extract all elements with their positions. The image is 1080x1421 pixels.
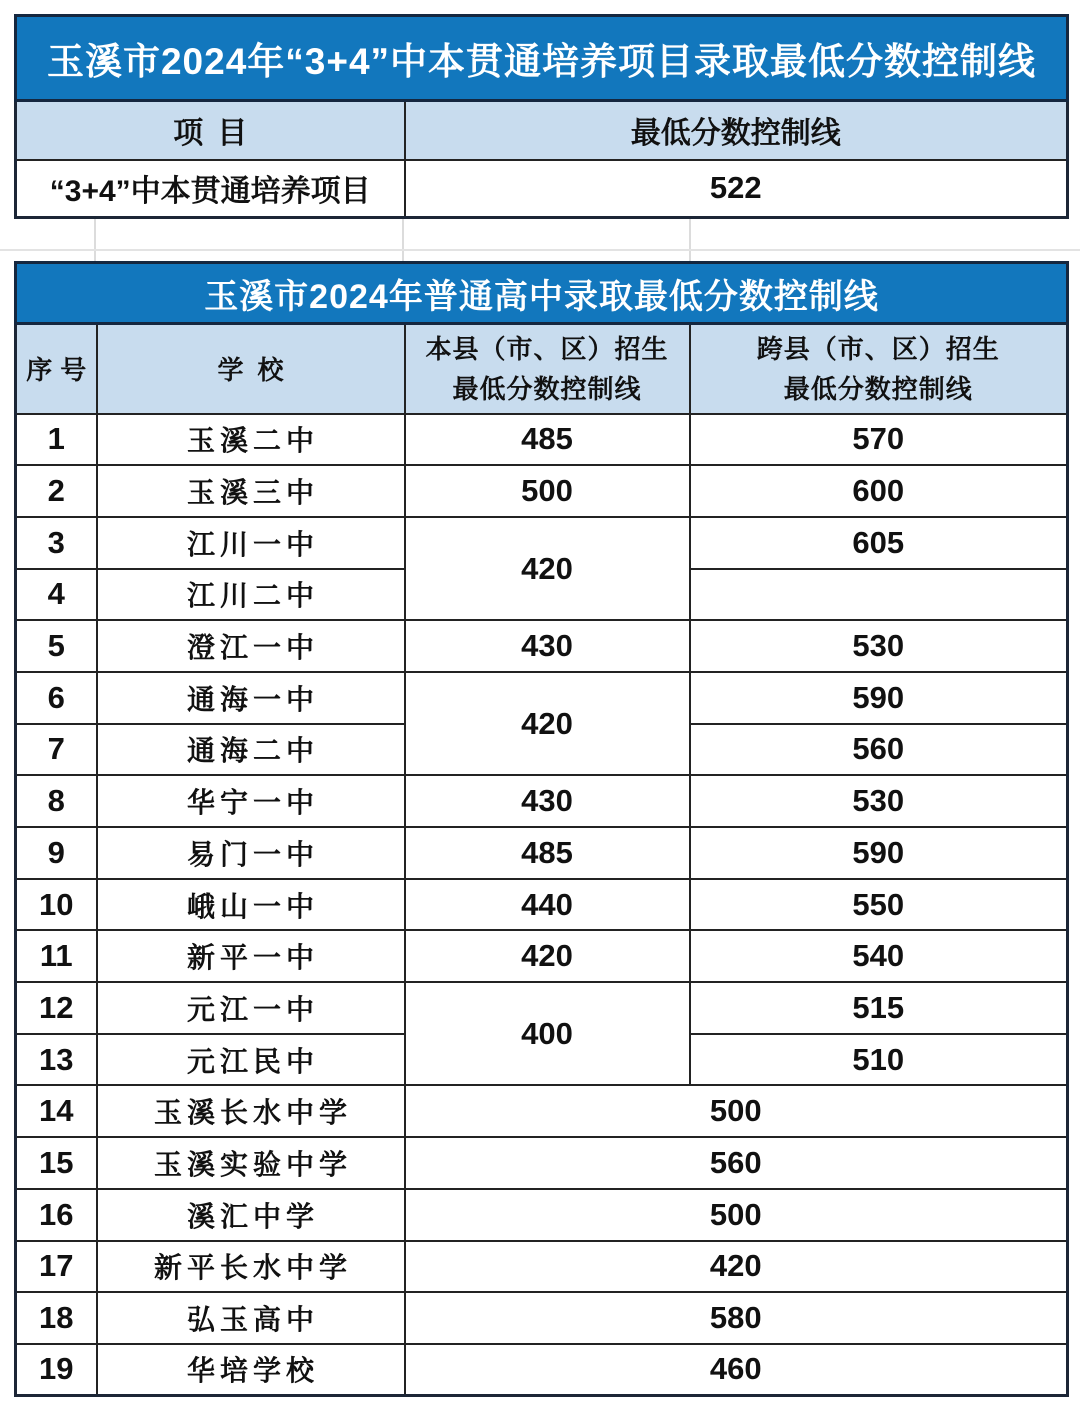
school-name-cell: 华培学校 <box>97 1344 405 1396</box>
row-no-cell: 11 <box>16 930 97 982</box>
row-no-cell: 1 <box>16 414 97 466</box>
table-row <box>16 517 1068 569</box>
table-row <box>16 1241 1068 1293</box>
table1-header-score: 最低分数控制线 <box>405 101 1068 160</box>
local-score-cell: 440 <box>405 879 690 931</box>
school-name-cell: 新平长水中学 <box>97 1241 405 1293</box>
cross-score-cell: 515 <box>690 982 1068 1034</box>
cross-score-cell: 600 <box>690 465 1068 517</box>
cross-score-cell: 560 <box>690 724 1068 776</box>
row-no-cell: 15 <box>16 1137 97 1189</box>
school-name-cell: 新平一中 <box>97 930 405 982</box>
combined-score-cell: 560 <box>405 1137 1068 1189</box>
table-row <box>16 1137 1068 1189</box>
table2-header-school: 学校 <box>97 324 405 414</box>
school-name-cell: 玉溪长水中学 <box>97 1085 405 1137</box>
table-row <box>16 827 1068 879</box>
table-row <box>16 1085 1068 1137</box>
local-score-cell: 400 <box>405 982 690 1085</box>
school-name-cell: 通海一中 <box>97 672 405 724</box>
school-name-cell: 玉溪三中 <box>97 465 405 517</box>
table1-score-cell: 522 <box>405 160 1068 218</box>
school-name-cell: 通海二中 <box>97 724 405 776</box>
faint-gridline-vertical <box>689 219 691 261</box>
cross-score-cell: 590 <box>690 672 1068 724</box>
cross-score-cell: 590 <box>690 827 1068 879</box>
header-line: 本县（市、区）招生 <box>425 333 669 364</box>
header-line: 最低分数控制线 <box>783 373 973 404</box>
table-row <box>16 414 1068 466</box>
row-no-cell: 14 <box>16 1085 97 1137</box>
local-score-cell: 485 <box>405 414 690 466</box>
school-name-cell: 江川二中 <box>97 569 405 621</box>
cross-score-cell: 530 <box>690 775 1068 827</box>
school-name-cell: 玉溪二中 <box>97 414 405 466</box>
local-score-cell: 485 <box>405 827 690 879</box>
school-name-cell: 华宁一中 <box>97 775 405 827</box>
local-score-cell: 430 <box>405 620 690 672</box>
row-no-cell: 16 <box>16 1189 97 1241</box>
row-no-cell: 18 <box>16 1292 97 1344</box>
table1-header-project: 项目 <box>16 101 405 160</box>
table-row <box>16 672 1068 724</box>
table-high-school-lines <box>14 261 1069 1397</box>
table1-project-cell: “3+4”中本贯通培养项目 <box>16 160 405 218</box>
header-line: 最低分数控制线 <box>452 373 642 404</box>
cross-score-cell: 605 <box>690 517 1068 569</box>
combined-score-cell: 580 <box>405 1292 1068 1344</box>
table-row <box>16 879 1068 931</box>
row-no-cell: 13 <box>16 1034 97 1086</box>
school-name-cell: 江川一中 <box>97 517 405 569</box>
school-name-cell: 元江一中 <box>97 982 405 1034</box>
local-score-cell: 420 <box>405 672 690 775</box>
school-name-cell: 澄江一中 <box>97 620 405 672</box>
combined-score-cell: 420 <box>405 1241 1068 1293</box>
local-score-cell: 420 <box>405 517 690 620</box>
table-row <box>16 465 1068 517</box>
local-score-cell: 500 <box>405 465 690 517</box>
table-row <box>16 620 1068 672</box>
row-no-cell: 2 <box>16 465 97 517</box>
cross-score-cell: 550 <box>690 879 1068 931</box>
faint-gridline-vertical <box>94 219 96 261</box>
faint-gridline-horizontal <box>0 249 1080 251</box>
row-no-cell: 8 <box>16 775 97 827</box>
row-no-cell: 10 <box>16 879 97 931</box>
school-name-cell: 易门一中 <box>97 827 405 879</box>
table2-title: 玉溪市2024年普通高中录取最低分数控制线 <box>16 263 1068 324</box>
local-score-cell: 420 <box>405 930 690 982</box>
cross-score-cell: 510 <box>690 1034 1068 1086</box>
header-line: 跨县（市、区）招生 <box>756 333 1000 364</box>
school-name-cell: 溪汇中学 <box>97 1189 405 1241</box>
row-no-cell: 6 <box>16 672 97 724</box>
local-score-cell: 430 <box>405 775 690 827</box>
school-name-cell: 峨山一中 <box>97 879 405 931</box>
row-no-cell: 17 <box>16 1241 97 1293</box>
combined-score-cell: 500 <box>405 1189 1068 1241</box>
row-no-cell: 3 <box>16 517 97 569</box>
spreadsheet-gap <box>14 219 1066 261</box>
combined-score-cell: 460 <box>405 1344 1068 1396</box>
row-no-cell: 9 <box>16 827 97 879</box>
table1-title: 玉溪市2024年“3+4”中本贯通培养项目录取最低分数控制线 <box>16 16 1068 101</box>
cross-score-cell: 570 <box>690 414 1068 466</box>
table-row <box>16 1344 1068 1396</box>
table-row <box>16 1292 1068 1344</box>
cross-score-cell <box>690 569 1068 621</box>
row-no-cell: 4 <box>16 569 97 621</box>
school-name-cell: 玉溪实验中学 <box>97 1137 405 1189</box>
table-3plus4-program <box>14 14 1069 219</box>
combined-score-cell: 500 <box>405 1085 1068 1137</box>
cross-score-cell: 540 <box>690 930 1068 982</box>
row-no-cell: 19 <box>16 1344 97 1396</box>
school-name-cell: 元江民中 <box>97 1034 405 1086</box>
school-name-cell: 弘玉高中 <box>97 1292 405 1344</box>
cross-score-cell: 530 <box>690 620 1068 672</box>
table2-header-cross <box>690 324 1068 414</box>
row-no-cell: 7 <box>16 724 97 776</box>
table-row <box>16 160 1068 218</box>
table-row <box>16 775 1068 827</box>
table-row <box>16 1189 1068 1241</box>
table2-header-no: 序号 <box>16 324 97 414</box>
row-no-cell: 5 <box>16 620 97 672</box>
table2-header-local <box>405 324 690 414</box>
row-no-cell: 12 <box>16 982 97 1034</box>
table-row <box>16 982 1068 1034</box>
table2-body <box>16 414 1068 1396</box>
table-row <box>16 930 1068 982</box>
faint-gridline-vertical <box>402 219 404 261</box>
